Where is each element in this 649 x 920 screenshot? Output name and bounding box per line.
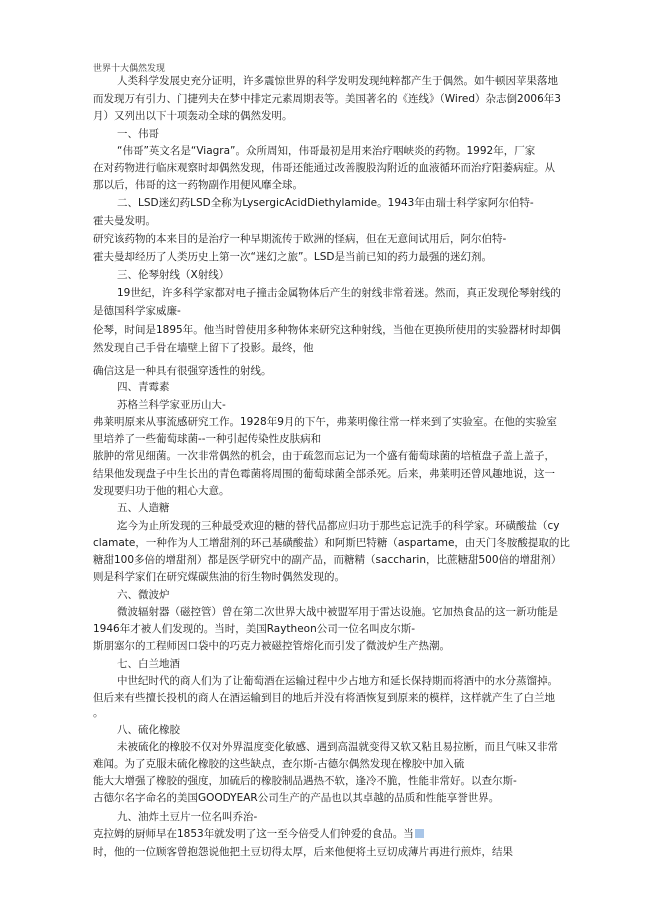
paragraph-line: 那以后，伟哥的这一药物副作用便风靡全球。: [93, 179, 303, 191]
paragraph-line: 霍夫曼发明。: [93, 215, 156, 227]
section-heading: 五、人造糖: [117, 502, 170, 514]
paragraph-line: 古德尔名字命名的美国GOODYEAR公司生产的产品也以其卓越的品质和性能享誉世界。: [93, 792, 500, 804]
paragraph-line: 月）又列出以下十项轰动全球的偶然发明。: [93, 110, 293, 122]
paragraph-line-text: 克拉姆的厨师早在1853年就发明了这一至今倍受人们钟爱的食品。当: [93, 828, 414, 840]
paragraph-line: 但后来有些擅长投机的商人在酒运输到目的地后并没有将酒恢复到原来的模样，这样就产生了白兰地: [93, 692, 555, 704]
paragraph-line: 霍夫曼却经历了人类历史上第一次“迷幻之旅”。LSD是当前已知的药力最强的迷幻剂。: [93, 251, 492, 263]
paragraph-line: 迄今为止所发现的三种最受欢迎的糖的替代品都应归功于那些忘记洗手的科学家。环磺酸盐（cy: [117, 520, 560, 532]
paragraph-line: 在对药物进行临床观察时却偶然发现，伟哥还能通过改善腹股沟附近的血液循环而治疗阳萎病症。从: [93, 162, 555, 174]
section-heading: 八、硫化橡胶: [117, 724, 180, 736]
paragraph-line: 发现要归功于他的粗心大意。: [93, 485, 230, 497]
paragraph-line: 能大大增强了橡胶的强度，加硫后的橡胶制品遇热不软，逢冷不脆，性能非常好。以查尔斯-: [93, 775, 517, 787]
paragraph-line: 19世纪，许多科学家都对电子撞击金属物体后产生的射线非常着迷。然而，真正发现伦琴射线的: [117, 287, 561, 299]
section-heading: 六、微波炉: [117, 589, 170, 601]
paragraph-line: 糖甜100多倍的增甜剂）都是医学研究中的副产品，而糖精（saccharin，比蔗糖甜500倍的增甜剂）: [93, 554, 562, 566]
paragraph-line: 微波辐射器（磁控管）曾在第二次世界大战中被盟军用于雷达设施。它加热食品的这一新功能是: [117, 606, 558, 618]
highlight-marker: [415, 829, 424, 838]
paragraph-line: 未被硫化的橡胶不仅对外界温度变化敏感、遇到高温就变得又软又粘且易拉断，而且气味又非常: [117, 741, 558, 753]
paragraph-line: 难闻。为了克服未硫化橡胶的这些缺点，查尔斯-古德尔偶然发现在橡胶中加入硫: [93, 758, 465, 770]
paragraph-line: 1946年才被人们发现的。当时，美国Raytheon公司一位名叫皮尔斯-: [93, 623, 416, 635]
paragraph-line: 是德国科学家威廉-: [93, 305, 181, 317]
paragraph-line: 里培养了一些葡萄球菌--一种引起传染性皮肤病和: [93, 433, 322, 445]
paragraph-line: 确信这是一种具有很强穿透性的射线。: [93, 365, 272, 377]
paragraph-line: 时，他的一位顾客曾抱怨说他把土豆切得太厚，后来他便将土豆切成薄片再进行煎炸，结果: [93, 846, 513, 858]
paragraph-line: 脓肿的常见细菌。一次非常偶然的机会，由于疏忽而忘记为一个盛有葡萄球菌的培植盘子盖上盖子，: [93, 450, 555, 462]
paragraph-line: 研究该药物的本来目的是治疗一种早期流传于欧洲的怪病，但在无意间试用后，阿尔伯特-: [93, 233, 507, 245]
paragraph-line: 人类科学发展史充分证明，许多震惊世界的科学发明发现纯粹都产生于偶然。如牛顿因苹果落地: [117, 75, 558, 87]
paragraph-line: [93, 828, 424, 841]
paragraph-line: 则是科学家们在研究煤碳焦油的衍生物时偶然发现的。: [93, 571, 345, 583]
paragraph-line: 中世纪时代的商人们为了让葡萄酒在运输过程中少占地方和延长保持期而将酒中的水分蒸馏掉。: [117, 675, 558, 687]
paragraph-line: “伟哥”英文名是“Viagra”。众所周知，伟哥最初是用来治疗咽峡炎的药物。1992年，厂家: [117, 145, 536, 157]
paragraph-line: 而发现万有引力、门捷列夫在梦中排定元素周期表等。美国著名的《连线》（Wired）杂志倒2006年3: [93, 93, 561, 105]
paragraph-line: clamate，一种作为人工增甜剂的环己基磺酸盐）和阿斯巴特糖（aspartame，由天门冬胺酸提取的比: [93, 537, 570, 549]
section-heading: 九、油炸土豆片一位名叫乔治-: [117, 811, 258, 823]
paragraph-line: 。: [93, 707, 104, 719]
paragraph-line: 苏格兰科学家亚历山大-: [117, 399, 226, 411]
section-heading: 三、伦琴射线（X射线）: [117, 269, 230, 281]
paragraph-line: 结果他发现盘子中生长出的青色霉菌将周围的葡萄球菌全部杀死。后来，弗莱明还曾风趣地说，这一: [93, 468, 555, 480]
paragraph-line: 弗莱明原来从事流感研究工作。1928年9月的下午，弗莱明像往常一样来到了实验室。在他的实验室: [93, 416, 557, 428]
paragraph-line: 然发现自己手骨在墙壁上留下了投影。最终，他: [93, 342, 314, 354]
running-header: 世界十大偶然发现: [93, 64, 166, 74]
section-heading: 二、LSD迷幻药LSD全称为LysergicAcidDiethylamide。1943年由瑞士科学家阿尔伯特-: [117, 197, 534, 209]
section-heading: 七、白兰地酒: [117, 658, 180, 670]
section-heading: 四、青霉素: [117, 381, 170, 393]
paragraph-line: 伦琴，时间是1895年。他当时曾使用多种物体来研究这种射线，当他在更换所使用的实验器材时却偶: [93, 324, 561, 336]
section-heading: 一、伟哥: [117, 128, 159, 140]
paragraph-line: 斯朋塞尔的工程师因口袋中的巧克力被磁控管熔化而引发了微波炉生产热潮。: [93, 640, 450, 652]
